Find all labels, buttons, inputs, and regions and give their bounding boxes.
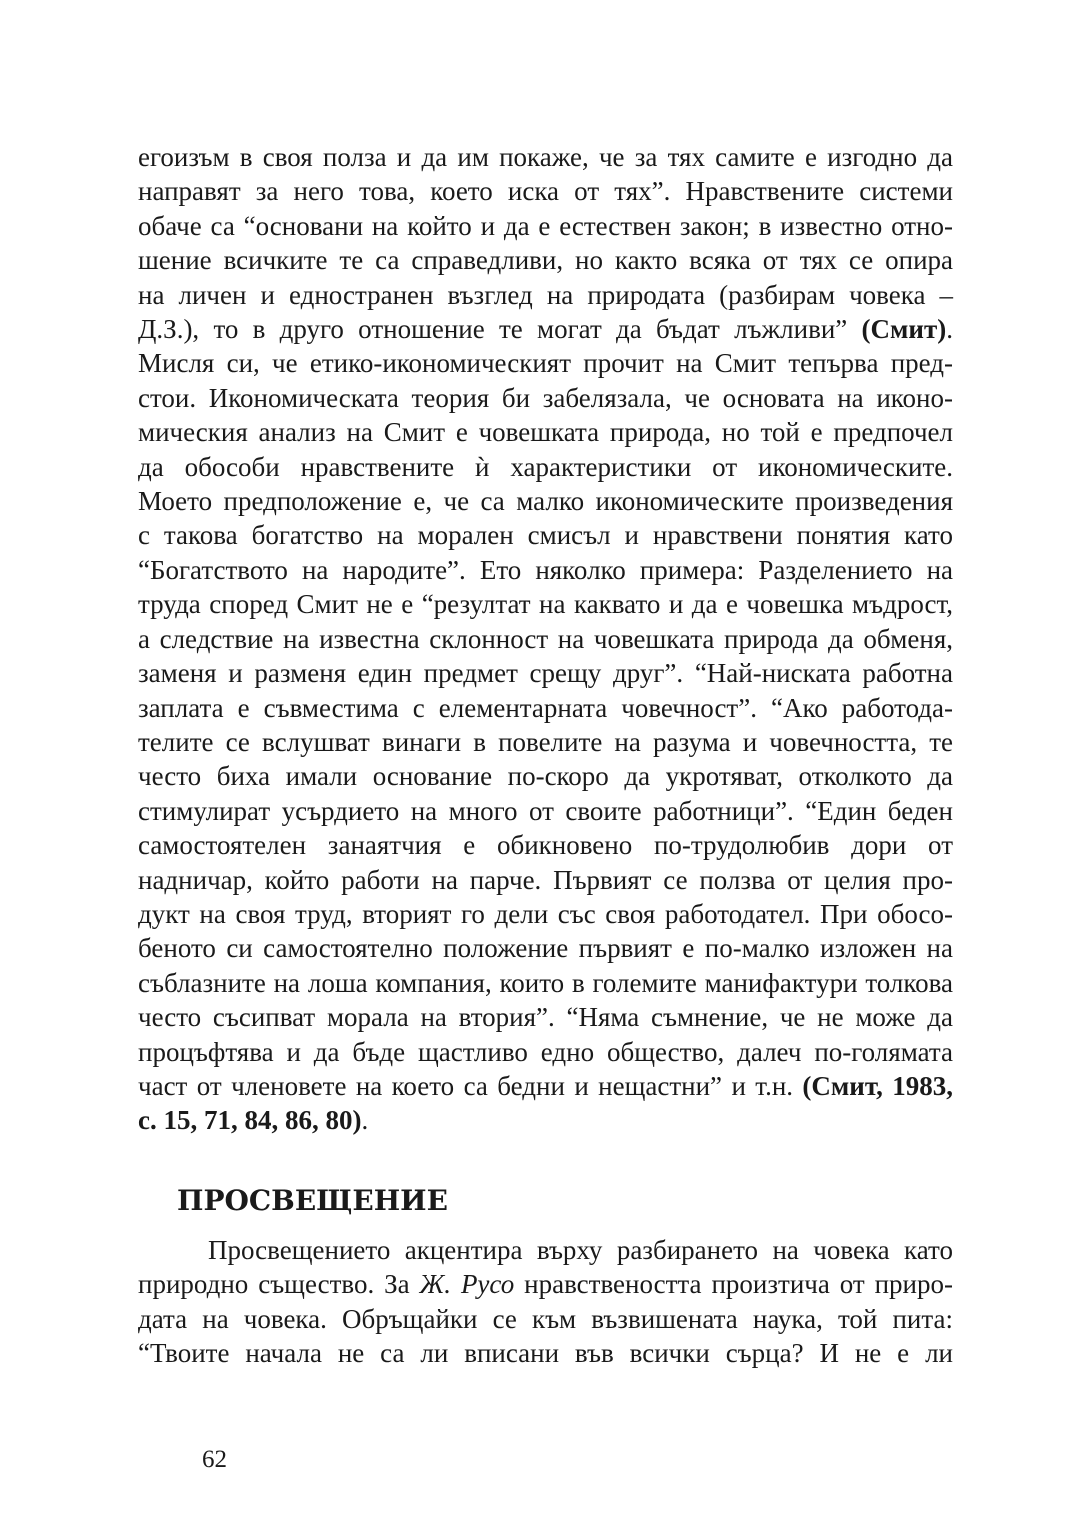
text-line: Моето предположение е, че са малко икономическите произведения bbox=[138, 486, 953, 517]
text-line: егоизъм в своя полза и да им покаже, че за тях самите е изгодно да bbox=[138, 142, 953, 172]
text-line: често съсипват морала на втория”. “Няма съмнение, че не може да bbox=[138, 1002, 953, 1033]
text-fragment: природно същество. За bbox=[138, 1269, 420, 1300]
text-line: а следствие на известна склонност на човешката природа да обменя, bbox=[138, 623, 953, 654]
text-line: съблазните на лоша компания, които в големите манифактури толкова bbox=[138, 967, 953, 998]
text-line: на личен и едностранен възглед на природата (разбирам човека – bbox=[138, 279, 953, 310]
text-fragment: нравствеността произтича от приро- bbox=[514, 1269, 953, 1300]
text-line: заменя и разменя един предмет срещу друг”. “Най-ниската работна bbox=[138, 658, 953, 689]
text-line: дата на човека. Обръщайки се към възвишената наука, той пита: bbox=[138, 1303, 953, 1334]
text-line: стои. Икономическата теория би забелязала, че основата на иконо- bbox=[138, 382, 953, 413]
paragraph-enlightenment bbox=[138, 1233, 953, 1371]
author-name-italic: Ж. Русо bbox=[419, 1269, 515, 1300]
text-line bbox=[138, 1103, 953, 1137]
text-line: с такова богатство на морален смисъл и нравствени понятия като bbox=[138, 520, 953, 551]
text-fragment: . bbox=[361, 1105, 369, 1136]
citation-bold: с. 15, 71, 84, 86, 80) bbox=[138, 1105, 362, 1136]
text-line bbox=[138, 1069, 953, 1103]
text-line: да обособи нравствените ѝ характеристики от икономическите. bbox=[138, 451, 953, 482]
text-line: труда според Смит не е “резултат на каквато и да е човешка мъдрост, bbox=[138, 589, 953, 620]
text-line bbox=[138, 1267, 953, 1301]
paragraph-smith bbox=[138, 140, 953, 1138]
text-fragment: част от членовете на което са бедни и нещастни” и т.н. bbox=[138, 1070, 803, 1101]
text-line: мическия анализ на Смит е човешката природа, но той е предпочел bbox=[138, 417, 953, 448]
text-line: “Твоите начала не са ли вписани във всички сърца? И не е ли bbox=[138, 1338, 953, 1368]
text-line bbox=[138, 312, 953, 346]
text-line: телите се вслушват винаги в повелите на разума и човечността, те bbox=[138, 726, 953, 757]
citation-bold: (Смит) bbox=[861, 314, 947, 345]
text-line: Просвещението акцентира върху разбирането на човека като bbox=[208, 1234, 953, 1265]
text-line: беното си самостоятелно положение първият е по-малко изложен на bbox=[138, 933, 953, 964]
text-fragment: Д.З.), то в друго отношение те могат да бъдат лъжливи” bbox=[138, 314, 862, 345]
text-line: процъфтява и да бъде щастливо едно общество, далеч по-голямата bbox=[138, 1036, 953, 1067]
text-line: обаче са “основани на който и да е естествен закон; в известно отно- bbox=[138, 210, 953, 241]
page-number: 62 bbox=[202, 1446, 227, 1473]
citation-bold: (Смит, 1983, bbox=[802, 1070, 953, 1101]
text-fragment: . bbox=[946, 314, 953, 345]
text-line: шение всичките те са справедливи, но както всяка от тях се опира bbox=[138, 245, 953, 276]
text-line: Мисля си, че етико-икономическият прочит на Смит тепърва пред- bbox=[138, 348, 953, 379]
text-line: стимулират усърдието на много от своите работници”. “Един беден bbox=[138, 795, 953, 826]
section-heading: ПРОСВЕЩЕНИЕ bbox=[177, 1183, 448, 1217]
text-line: дукт на своя труд, вторият го дели със своя работодател. При обосо- bbox=[138, 898, 953, 929]
text-line: често биха имали основание по-скоро да укротяват, отколкото да bbox=[138, 761, 953, 792]
text-line: “Богатството на народите”. Ето няколко примера: Разделението на bbox=[138, 554, 953, 585]
page-body bbox=[138, 140, 953, 1370]
text-line: надничар, който работи на парче. Първият се ползва от целия про- bbox=[138, 864, 953, 895]
text-line: самостоятелен занаятчия е обикновено по-трудолюбив дори от bbox=[138, 830, 953, 861]
text-line: заплата е съвместима с елементарната човечност”. “Ако работода- bbox=[138, 692, 953, 723]
text-line: направят за него това, което иска от тях”. Нравствените системи bbox=[138, 176, 953, 207]
